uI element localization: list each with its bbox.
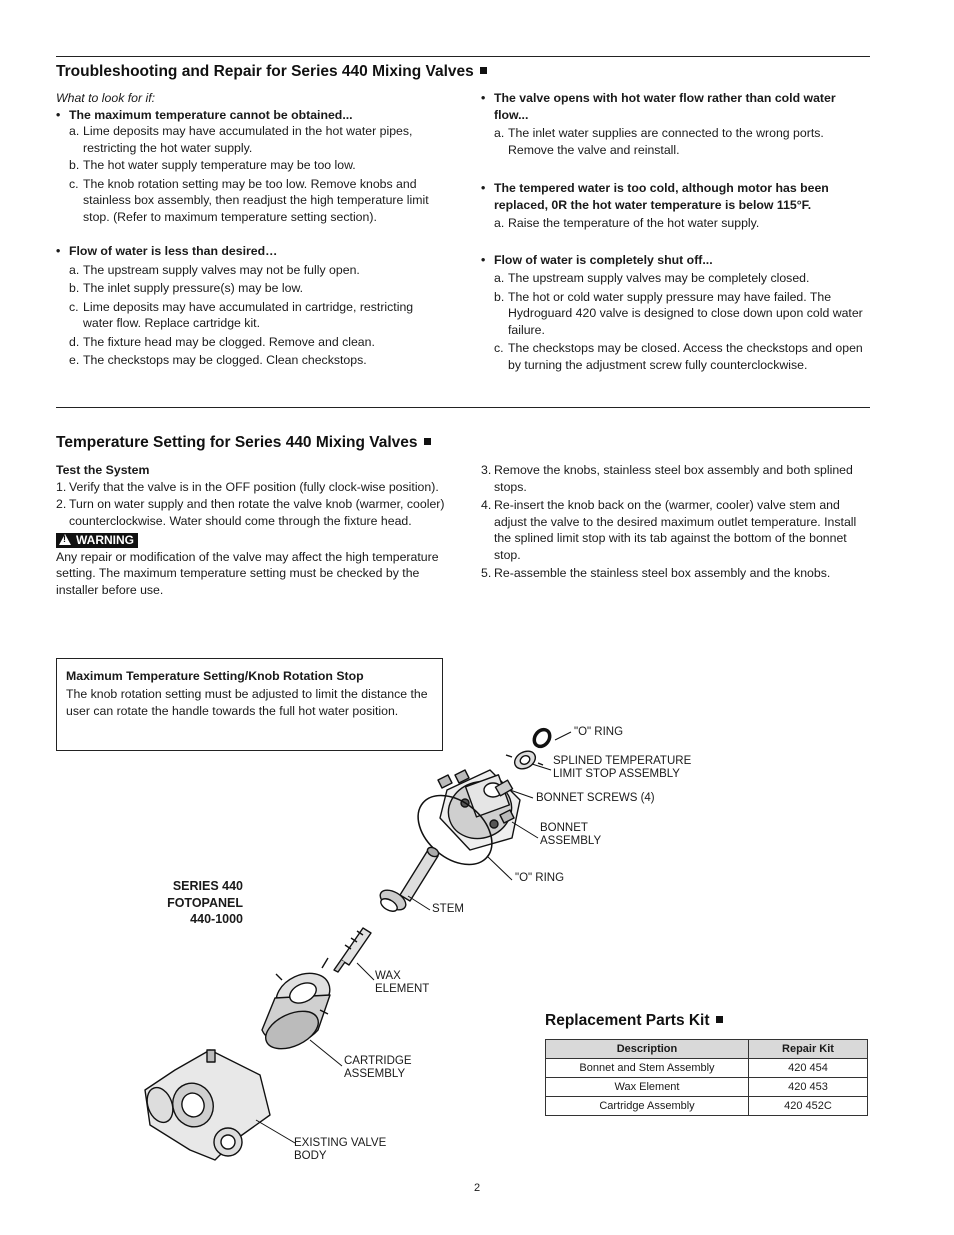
table-cell: Wax Element	[546, 1078, 749, 1097]
issue-heading: • The valve opens with hot water flow rather than cold water flow...	[481, 90, 869, 123]
issue-item: a. The upstream supply valves may be completely closed.	[494, 271, 810, 285]
o-ring-bottom-label: "O" RING	[515, 872, 565, 884]
table-cell: Bonnet and Stem Assembly	[546, 1059, 749, 1078]
intro-text: What to look for if:	[56, 91, 156, 105]
step-item: 1. Verify that the valve is in the OFF position (fully clock-wise position).	[56, 479, 439, 494]
model-label: SERIES 440 FOTOPANEL 440-1000	[167, 879, 243, 926]
table-row	[546, 1059, 868, 1078]
issue-item: c. The knob rotation setting may be too low. Remove knobs and stainless box assembly, then readjust the high temperature limit stop. (Refer to maximum temperature setting section).	[69, 176, 429, 224]
column-header: Description	[546, 1040, 749, 1059]
table-cell: Cartridge Assembly	[546, 1097, 749, 1116]
issue-item: c. Lime deposits may have accumulated in cartridge, restricting water flow. Replace cartridge kit.	[69, 299, 414, 330]
issue-item: a. The upstream supply valves may not be fully open.	[69, 262, 360, 277]
cartridge-assembly-label: CARTRIDGE ASSEMBLY	[344, 1055, 412, 1080]
issue-heading: • Flow of water is completely shut off...	[481, 252, 869, 269]
issue-item: b. The hot water supply temperature may be too low.	[69, 158, 356, 172]
step-item: 3. Remove the knobs, stainless steel box assembly and both splined stops.	[481, 463, 853, 494]
step-item: 2. Turn on water supply and then rotate the valve knob (warmer, cooler) counterclockwise. Water should come through the fixture head.	[56, 497, 445, 528]
bonnet-assembly-label: BONNET ASSEMBLY	[540, 822, 602, 847]
valve-body-label: EXISTING VALVE BODY	[294, 1137, 387, 1162]
step-item: 5. Re-assemble the stainless steel box assembly and the knobs.	[481, 566, 831, 580]
issue-heading: • Flow of water is less than desired…	[56, 243, 446, 260]
stem-label: STEM	[432, 903, 464, 915]
bonnet-screws-label: BONNET SCREWS (4)	[536, 792, 655, 804]
splined-stop-label: SPLINED TEMPERATURE LIMIT STOP ASSEMBLY	[553, 755, 692, 780]
page-number: 2	[473, 1182, 481, 1194]
bonnet-assembly-part	[438, 770, 520, 850]
table-cell: 420 453	[749, 1078, 868, 1097]
parts-kit-title: Replacement Parts Kit	[545, 1012, 723, 1030]
wax-element-part	[334, 928, 371, 972]
o-ring-top-part	[531, 727, 553, 750]
table-header-row	[546, 1040, 868, 1059]
issue-heading: • The tempered water is too cold, although motor has been replaced, 0R the hot water temperature is below 115°F.	[481, 180, 869, 213]
o-ring-top-label: "O" RING	[574, 726, 624, 738]
issue-item: d. The fixture head may be clogged. Remove and clean.	[69, 334, 375, 349]
troubleshooting-title: Troubleshooting and Repair for Series 440 Mixing Valves	[56, 63, 487, 81]
temperature-title: Temperature Setting for Series 440 Mixing Valves	[56, 434, 431, 452]
issue-item: a. The inlet water supplies are connected to the wrong ports. Remove the valve and reinstall.	[494, 126, 824, 157]
warning-badge: !WARNING	[56, 533, 138, 548]
issue-item: c. The checkstops may be closed. Access the checkstops and open by turning the adjustment screw fully counterclockwise.	[494, 341, 863, 372]
table-cell: 420 452C	[749, 1097, 868, 1116]
issue-heading: • The maximum temperature cannot be obtained...	[56, 107, 446, 124]
parts-table	[545, 1039, 868, 1116]
splined-limit-stop-part	[506, 748, 543, 773]
table-cell: 420 454	[749, 1059, 868, 1078]
max-temperature-text: The knob rotation setting must be adjusted to limit the distance the user can rotate the handle towards the full hot water position.	[66, 687, 428, 718]
issue-item: b. The hot or cold water supply pressure may have failed. The Hydroguard 420 valve is designed to close down upon cold water failure.	[494, 289, 863, 337]
square-bullet-icon	[716, 1016, 723, 1023]
issue-item: a. Lime deposits may have accumulated in the hot water pipes, restricting the hot water supply.	[69, 124, 413, 155]
issue-item: e. The checkstops may be clogged. Clean checkstops.	[69, 353, 367, 367]
wax-element-label: WAX ELEMENT	[375, 970, 430, 995]
issue-item: b. The inlet supply pressure(s) may be low.	[69, 281, 304, 295]
cartridge-assembly-part	[260, 958, 337, 1056]
stem-part	[377, 846, 440, 914]
warning-text: Any repair or modification of the valve may affect the high temperature setting. The maximum temperature setting must be checked by the installer before use.	[56, 549, 439, 597]
max-temperature-title: Maximum Temperature Setting/Knob Rotation Stop	[66, 669, 364, 683]
step-item: 4. Re-insert the knob back on the (warmer, cooler) valve stem and adjust the valve to the desired maximum outlet temperature. Install the splined limit stop with its tab against the bottom of the bonnet stop.	[481, 498, 857, 562]
test-heading: Test the System	[56, 463, 150, 477]
column-header: Repair Kit	[749, 1040, 868, 1059]
table-row	[546, 1097, 868, 1116]
issue-item: a. Raise the temperature of the hot water supply.	[494, 216, 760, 230]
existing-valve-body-part	[143, 1050, 270, 1160]
table-row	[546, 1078, 868, 1097]
